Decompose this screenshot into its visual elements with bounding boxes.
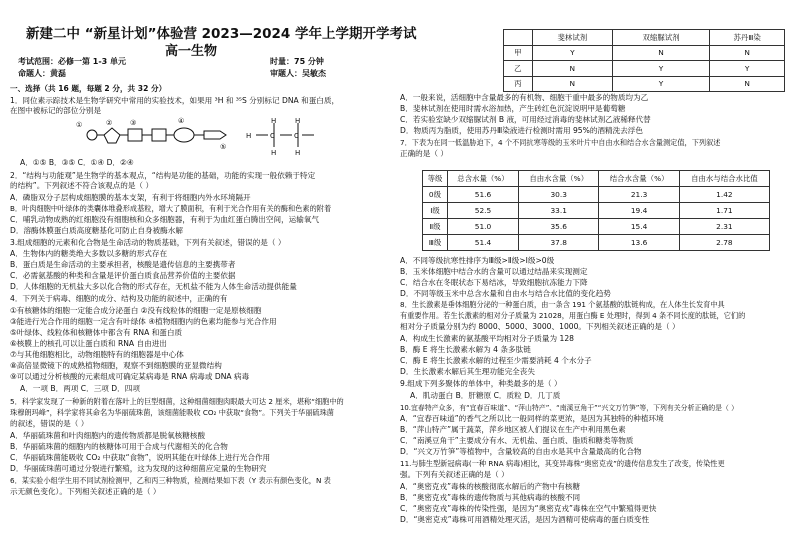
table-cell: Y <box>612 76 709 92</box>
question-line: 的叙述，错误的是（ ） <box>10 419 89 428</box>
option-line: A．华丽硫珠菌和叶肉细胞内的遗传物质都是脱氧核糖核酸 <box>10 431 206 440</box>
table-cell: 13.6 <box>599 235 679 251</box>
table-cell: Y <box>532 45 612 61</box>
question-line: 示无颜色变化）。下列相关叙述正确的是（ ） <box>10 487 161 496</box>
svg-text:H: H <box>271 149 277 157</box>
question-line: 有重要作用。若生长激素的相对分子质量为 21028，用蛋白酶 E 处理时，得到 4 条不同长度的肽链，它们的 <box>400 311 746 320</box>
table-row <box>423 219 770 235</box>
question-line: 强。下列有关叙述正确的是（ ） <box>400 470 509 479</box>
table-cell: 52.5 <box>447 203 518 219</box>
table-cell: 35.6 <box>519 219 599 235</box>
reagent-table <box>503 29 785 92</box>
table-row <box>504 45 785 61</box>
table-cell: 乙 <box>504 61 533 77</box>
question-line: 相对分子质量分别为约 8000、5000、3000、1000。下列相关叙述正确的是（ ） <box>400 322 680 331</box>
table-cell: 1.42 <box>679 187 769 203</box>
option-line: D．华丽硫珠菌可通过分裂进行繁殖，这为发现的这种细菌应定量的生物研究 <box>10 464 267 473</box>
question-line: 4．下列关于病毒、细胞的成分、结构及功能的叙述中，正确的有 <box>10 294 228 303</box>
table-cell: 自由水与结合水比值 <box>679 171 769 187</box>
option-line: B．玉米体细胞中结合水的含量可以通过结晶来实现测定 <box>400 267 588 276</box>
table-cell: 总含水量（%） <box>447 171 518 187</box>
base-box-2 <box>152 129 166 141</box>
question-line: 5．科学家发现了一种新的附着在落叶上的巨型细菌，这种细菌细胞肉眼最大可达 2 厘米，堪称“细胞中的 <box>10 397 344 406</box>
question-line: 在图中被标记的部位分别是 <box>10 106 102 115</box>
statement-line: ⑤叶绿体、线粒体和核糖体中都含有 RNA 和蛋白质 <box>10 328 183 337</box>
statement-line: ⑧高倍显微镜下的成熟植物细胞，观察不到细胞膜的亚显微结构 <box>10 361 222 370</box>
option-line: D．物质丙为脂质，使用苏丹Ⅲ染液进行检测时需用 95%的酒精洗去浮色 <box>400 126 643 135</box>
question-line: 2．“结构与功能观”是生物学的基本观点，“结构是功能的基础，功能的实现一般依赖于特定 <box>10 171 316 180</box>
label-2: ② <box>106 119 113 127</box>
statement-line: ③能进行光合作用的细胞一定含有叶绿体 ④植物细胞内的色素均能参与光合作用 <box>10 317 277 326</box>
question-line: 7．下表为在同一低温胁迫下，4 个不同抗寒等级的玉米叶片中自由水和结合水含量测定值，下列叙述 <box>400 138 721 147</box>
question-line: 3.组成细胞的元素和化合物是生命活动的物质基础，下列有关叙述，错误的是（ ） <box>10 238 286 247</box>
option-line: D．“奥密克戎”毒株可用酒精处理灭活，是因为酒精可使病毒的蛋白质变性 <box>400 515 650 524</box>
table-cell: 51.0 <box>447 219 518 235</box>
table-cell: 结合水含量（%） <box>599 171 679 187</box>
exam-scope: 考试范围：必修一第 1-3 单元 <box>18 57 127 66</box>
option-line: C．结合水在冬眠状态下易结冰，导致细胞抗冻能力下降 <box>400 278 588 287</box>
table-cell: 51.6 <box>447 187 518 203</box>
table-cell: 等级 <box>423 171 448 187</box>
statement-line: ①有核糖体的细胞一定能合成分泌蛋白 ②没有线粒体的细胞一定是原核细胞 <box>10 306 262 315</box>
table-row <box>423 187 770 203</box>
table-header-row <box>504 30 785 46</box>
table-cell: N <box>532 61 612 77</box>
table-cell: Y <box>710 61 785 77</box>
exam-setter: 命题人：黄磊 <box>18 69 66 78</box>
table-cell <box>504 30 533 46</box>
option-line: D．人体细胞的无机盐大多以化合物的形式存在，无机盐不能为人体生命活动提供能量 <box>10 282 297 291</box>
label-5: ⑤ <box>220 143 227 151</box>
table-row <box>504 61 785 77</box>
table-row <box>423 203 770 219</box>
table-cell: 丙 <box>504 76 533 92</box>
water-content-table <box>422 170 770 251</box>
nucleotide-chain-figure <box>70 117 330 157</box>
question-line: 1．同位素示踪技术是生物学研究中常用的实验技术，如果用 ³H 和 ³⁵S 分别标记 DNA 和蛋白质， <box>10 96 340 105</box>
svg-text:C: C <box>294 132 299 140</box>
option-line: D．溶酶体膜蛋白质高度糖基化可防止自身被酶水解 <box>10 226 183 235</box>
table-cell: N <box>710 76 785 92</box>
table-cell: N <box>710 45 785 61</box>
option-line: B．“奥密克戎”毒株的遗传物质与其他病毒的核酸不同 <box>400 493 581 502</box>
table-cell: 自由水含量（%） <box>519 171 599 187</box>
table-cell: Y <box>612 61 709 77</box>
svg-text:C: C <box>270 132 275 140</box>
table-cell: 苏丹Ⅲ染 <box>710 30 785 46</box>
question-line: 的结构”。下列叙述不符合该观点的是（ ） <box>10 181 154 190</box>
statement-line: ⑦与其他细胞相比，动物细胞特有的细胞器是中心体 <box>10 350 184 359</box>
q1-options: A．①⑤ B．③⑤ C．①④ D．②④ <box>20 158 134 167</box>
q9-options: A．肌动蛋白 B．肝糖原 C．质粒 D．几丁质 <box>410 391 561 400</box>
label-1: ① <box>76 121 83 129</box>
option-line: B．“萍山特产”属于蔬菜，萍乡地区被人们提议在生产中利用黑色素 <box>400 425 626 434</box>
option-line: A．不同等级抗寒性排序为Ⅲ级>Ⅱ级>Ⅰ级>0级 <box>400 256 555 265</box>
pentose-shape <box>104 128 120 143</box>
phosphate-shape <box>87 130 97 140</box>
table-cell: 0级 <box>423 187 448 203</box>
question-line: 正确的是（ ） <box>400 149 448 158</box>
option-line: A．“宜春百味道”的香气之所以比一般同样的菜更浓，是因为其独特的种植环境 <box>400 414 664 423</box>
table-cell: 2.31 <box>679 219 769 235</box>
table-cell: N <box>532 76 612 92</box>
question-line: 9.组成下列多聚体的单体中，种类最多的是（ ） <box>400 379 562 388</box>
label-4: ④ <box>178 117 185 125</box>
table-cell: Ⅰ级 <box>423 203 448 219</box>
table-cell: 1.71 <box>679 203 769 219</box>
question-line: 珠穆朗玛峰”，科学家将其命名为华丽硫珠菌，该细菌能吸收 CO₂ 中获取“食物”。下列关于华丽硫珠菌 <box>10 408 334 417</box>
option-line: B．叶肉细胞中叶绿体的类囊体堆叠形成基粒，增大了膜面积，有利于光合作用有关的酶和色素的附着 <box>10 204 332 213</box>
option-line: B．斐林试剂在使用时需水浴加热，产生砖红色沉淀说明甲是葡萄糖 <box>400 104 626 113</box>
option-line: A．磷脂双分子层构成细胞膜的基本支架，有利于将细胞内外水环境隔开 <box>10 193 251 202</box>
statement-line: ⑨可以通过分析核酸的元素组成可确定某病毒是 RNA 病毒或 DNA 病毒 <box>10 372 250 381</box>
table-cell: 双缩脲试剂 <box>612 30 709 46</box>
table-cell: 51.4 <box>447 235 518 251</box>
question-line: 6．某实验小组学生用不同试剂检测甲，乙和丙三种物质，检测结果如下表（Y 表示有颜色变化，N 表 <box>10 476 331 485</box>
option-line: D．“兴文万竹笋”等植物中，含量较高的自由水是其中含量最高的化合物 <box>400 447 642 456</box>
table-row <box>423 235 770 251</box>
option-line: C．哺乳动物成熟的红细胞没有细胞核和众多细胞器，有利于为血红蛋白腾出空间，运输氧气 <box>10 215 320 224</box>
option-line: C．“南溪豆角干”主要成分有水、无机盐、蛋白质、脂质和糖类等物质 <box>400 436 634 445</box>
q4-options: A．一项 B．两项 C．三项 D．四项 <box>20 384 140 393</box>
option-line: A．生物体内的糖类绝大多数以多糖的形式存在 <box>10 249 168 258</box>
option-line: A．“奥密克戎”毒株的核酸彻底水解后的产物中有核糖 <box>400 482 581 491</box>
option-line: B．华丽硫珠菌的细胞内的核糖体可用于合成与代谢相关的化合物 <box>10 442 228 451</box>
table-cell: 15.4 <box>599 219 679 235</box>
exam-subtitle: 高一生物 <box>165 44 218 59</box>
question-line: 11.与肺生型新冠病毒(一种 RNA 病毒)相比，其变异毒株“奥密克戎”的遗传信息发生了改变，传染性更 <box>400 459 725 468</box>
option-line: C．华丽硫珠菌能吸收 CO₂ 中获取“食物”，说明其能在叶绿体上进行光合作用 <box>10 453 271 462</box>
option-line: C．必需氨基酸的种类和含量是评价蛋白质食品营养价值的主要依据 <box>10 271 236 280</box>
option-line: D．不同等级玉米中总含水量和自由水与结合水比值的变化趋势 <box>400 289 611 298</box>
option-line: A．一般来说，活细胞中含量最多的有机物、细胞干重中最多的物质均为乙 <box>400 93 649 102</box>
table-cell: 斐林试剂 <box>532 30 612 46</box>
svg-text:H: H <box>295 117 301 125</box>
table-cell: 30.3 <box>519 187 599 203</box>
svg-text:H: H <box>246 132 252 140</box>
option-line: D．生长激素水解后其生理功能完全丧失 <box>400 367 535 376</box>
table-row <box>504 76 785 92</box>
question-line: 8．生长激素是垂体细胞分泌的一种蛋白质，由一条含 191 个氨基酸的肽链构成，在人体生长发育中具 <box>400 300 725 309</box>
statement-line: ⑥核膜上的核孔可以让蛋白质和 RNA 自由进出 <box>10 339 167 348</box>
table-cell: Ⅲ级 <box>423 235 448 251</box>
table-cell: 33.1 <box>519 203 599 219</box>
question-line: 10.宜春特产众多，有“宜春百味道”、“萍山特产”、“南溪豆角干”“兴文万竹笋”等，下列有关分析正确的是（ ） <box>400 404 739 412</box>
table-header-row <box>423 171 770 187</box>
base-box <box>128 129 142 141</box>
exam-title: 新建二中 “新星计划”体验营 2023—2024 学年上学期开学考试 <box>26 26 417 42</box>
svg-text:H: H <box>295 149 301 157</box>
table-cell: N <box>612 45 709 61</box>
table-cell: 37.8 <box>519 235 599 251</box>
exam-time: 时量：75 分钟 <box>270 57 324 66</box>
table-cell: Ⅱ级 <box>423 219 448 235</box>
table-cell: 19.4 <box>599 203 679 219</box>
option-line: C．“奥密克戎”毒株的传染性强，是因为“奥密克戎”毒株在空气中繁殖得更快 <box>400 504 657 513</box>
table-cell: 2.78 <box>679 235 769 251</box>
option-line: C．酶 E 将生长激素水解的过程至少需要消耗 4 个水分子 <box>400 356 592 365</box>
table-cell: 21.3 <box>599 187 679 203</box>
exam-reviewer: 审题人：吴敏杰 <box>270 69 326 78</box>
option-line: B．酶 E 将生长激素水解为 4 条多肽链 <box>400 345 531 354</box>
svg-text:H: H <box>271 117 277 125</box>
option-line: A．构成生长激素的氨基酸平均相对分子质量为 128 <box>400 334 574 343</box>
label-3: ③ <box>130 119 137 127</box>
section-heading: 一、选择（共 16 题，每题 2 分，共 32 分） <box>10 84 167 93</box>
table-cell: 甲 <box>504 45 533 61</box>
ring-shape <box>174 128 194 142</box>
option-line: C．若实验室缺少双缩脲试剂 B 液，可用经过消毒的斐林试剂乙液稀释代替 <box>400 115 651 124</box>
option-line: B．蛋白质是生命活动的主要承担者，核酸是遗传信息的主要携带者 <box>10 260 236 269</box>
tail-shape <box>204 131 226 139</box>
